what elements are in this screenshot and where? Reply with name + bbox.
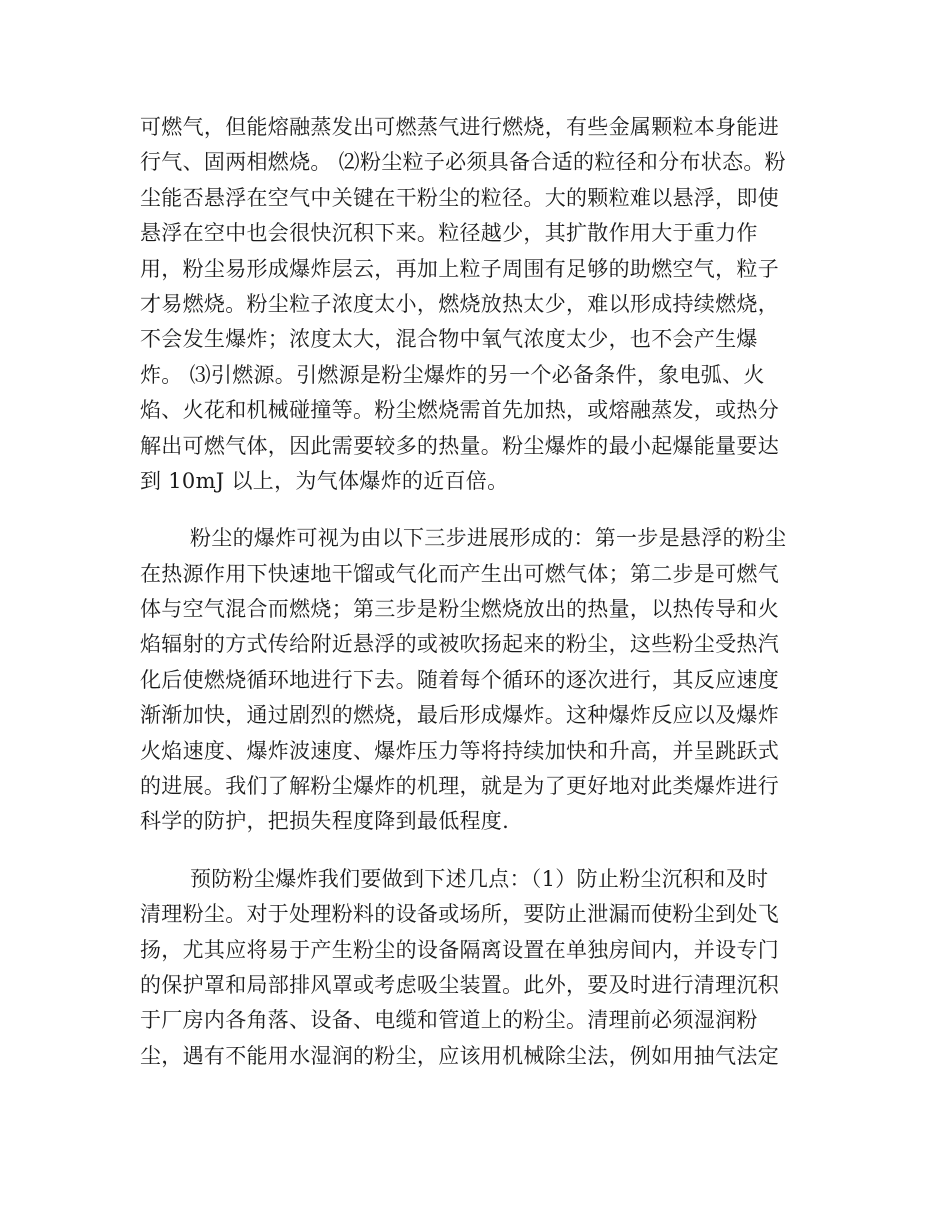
text-line: 悬浮在空中也会很快沉积下来。粒径越少，其扩散作用大于重力作 <box>140 221 758 246</box>
text-line: 尘能否悬浮在空气中关键在干粉尘的粒径。大的颗粒难以悬浮，即使 <box>140 185 779 210</box>
paragraph-2 <box>140 521 805 840</box>
text-line: 到 10mJ 以上，为气体爆炸的近百倍。 <box>140 468 509 493</box>
text-line: 于厂房内各角落、设备、电缆和管道上的粉尘。清理前必须湿润粉 <box>140 1008 758 1033</box>
text-line: 用，粉尘易形成爆炸层云，再加上粒子周围有足够的助燃空气，粒子 <box>140 256 779 281</box>
text-line: 扬，尤其应将易于产生粉尘的设备隔离设置在单独房间内，并设专门 <box>140 937 779 962</box>
text-line: 尘，遇有不能用水湿润的粉尘，应该用机械除尘法，例如用抽气法定 <box>140 1043 779 1068</box>
text-line: 解出可燃气体，因此需要较多的热量。粉尘爆炸的最小起爆能量要达 <box>140 433 779 458</box>
document-body <box>140 110 805 1096</box>
text-line: 化后使燃烧循环地进行下去。随着每个循环的逐次进行，其反应速度 <box>140 667 779 692</box>
paragraph-1 <box>140 110 805 499</box>
text-line: 在热源作用下快速地干馏或气化而产生出可燃气体；第二步是可燃气 <box>140 561 779 586</box>
text-line: 科学的防护，把损失程度降到最低程度. <box>140 809 510 834</box>
text-line: 可燃气，但能熔融蒸发出可燃蒸气进行燃烧，有些金属颗粒本身能进 <box>140 115 779 139</box>
text-line: 的进展。我们了解粉尘爆炸的机理，就是为了更好地对此类爆炸进行 <box>140 774 779 799</box>
paragraph-3 <box>140 862 805 1074</box>
text-line: 不会发生爆炸；浓度太大，混合物中氧气浓度太少，也不会产生爆 <box>140 327 758 352</box>
text-line: 预防粉尘爆炸我们要做到下述几点：（1）防止粉尘沉积和及时 <box>190 866 769 891</box>
text-line: 粉尘的爆炸可视为由以下三步进展形成的：第一步是悬浮的粉尘 <box>190 526 787 551</box>
text-line: 行气、固两相燃烧。 ⑵粉尘粒子必须具备合适的粒径和分布状态。粉 <box>140 150 786 175</box>
text-line: 焰、火花和机械碰撞等。粉尘燃烧需首先加热，或熔融蒸发，或热分 <box>140 398 779 423</box>
text-line: 清理粉尘。对于处理粉料的设备或场所，要防止泄漏而使粉尘到处飞 <box>140 902 779 927</box>
text-line: 体与空气混合而燃烧；第三步是粉尘燃烧放出的热量，以热传导和火 <box>140 597 779 622</box>
text-line: 焰辐射的方式传给附近悬浮的或被吹扬起来的粉尘，这些粉尘受热汽 <box>140 632 779 657</box>
text-line: 火焰速度、爆炸波速度、爆炸压力等将持续加快和升高，并呈跳跃式 <box>140 738 779 763</box>
text-line: 才易燃烧。粉尘粒子浓度太小，燃烧放热太少，难以形成持续燃烧， <box>140 291 779 316</box>
text-line: 炸。 ⑶引燃源。引燃源是粉尘爆炸的另一个必备条件，象电弧、火 <box>140 362 765 387</box>
text-line: 的保护罩和局部排风罩或考虑吸尘装置。此外，要及时进行清理沉积 <box>140 972 779 997</box>
text-line: 渐渐加快，通过剧烈的燃烧，最后形成爆炸。这种爆炸反应以及爆炸 <box>140 703 779 728</box>
